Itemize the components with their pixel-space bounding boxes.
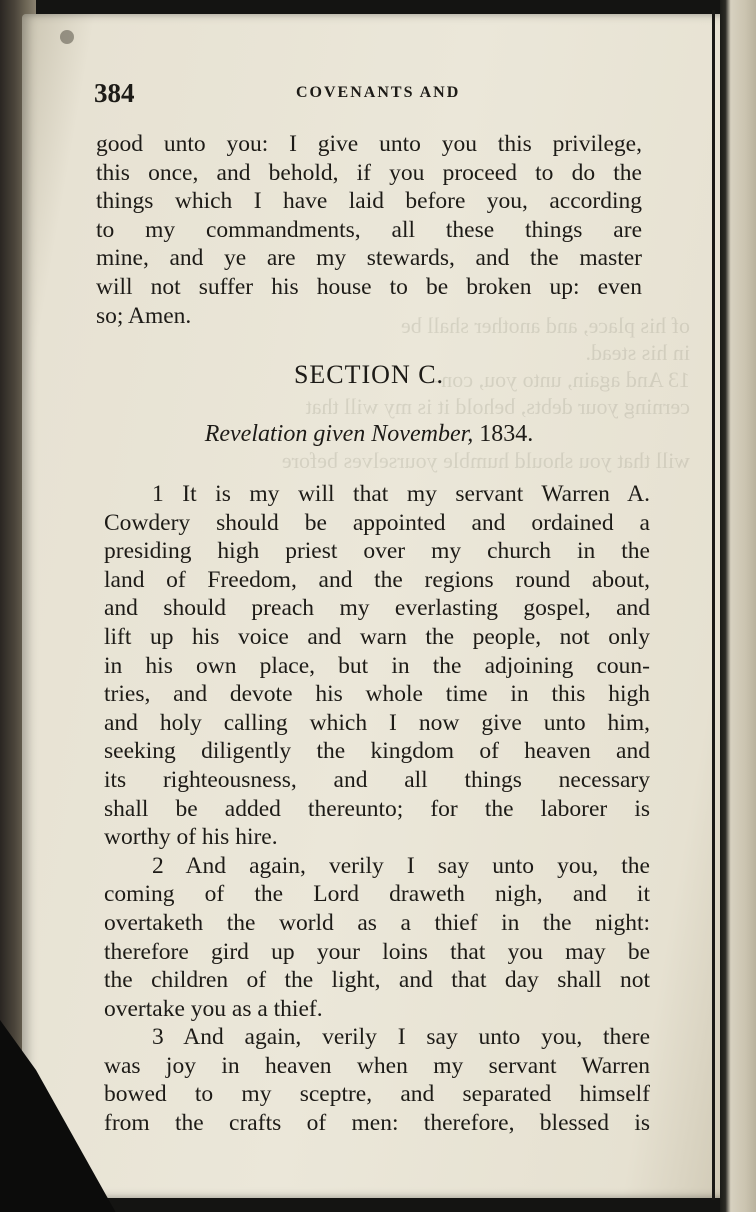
- verse-2: [104, 852, 650, 1024]
- text-line: this once, and behold, if you proceed to do the: [96, 159, 642, 186]
- verse-line: land of Freedom, and the regions round about,: [104, 566, 650, 593]
- next-page-edge: [720, 0, 756, 1212]
- verse-1: [104, 480, 650, 852]
- verse-line: presiding high priest over my church in the: [104, 538, 650, 565]
- page-edge-shadow: [712, 10, 715, 1200]
- reverse-page-bleed-through: of his place, and another shall be in his stead. 13 And again, unto you, con- cerning your debts, behold it is my will that will that you should humble yourselves before: [281, 313, 690, 473]
- verse-line: tries, and devote his whole time in this high: [104, 681, 650, 708]
- text-line: good unto you: I give unto you this privilege,: [96, 131, 642, 157]
- verse-line: overtake you as a thief.: [104, 995, 323, 1022]
- verse-line: 1 It is my will that my servant Warren A.: [152, 481, 650, 507]
- text-line: things which I have laid before you, according: [96, 188, 642, 215]
- verse-line: from the crafts of men: therefore, blessed is: [104, 1110, 650, 1137]
- verse-line: overtaketh the world as a thief in the night:: [104, 909, 650, 936]
- verse-line: was joy in heaven when my servant Warren: [104, 1052, 650, 1079]
- text-line: so; Amen.: [96, 302, 192, 329]
- continued-paragraph: [96, 130, 642, 330]
- text-line: to my commandments, all these things are: [96, 216, 642, 243]
- verse-line: lift up his voice and warn the people, not only: [104, 623, 650, 650]
- verse-line: worthy of his hire.: [104, 824, 278, 851]
- verse-3: [104, 1023, 650, 1137]
- text-line: mine, and ye are my stewards, and the master: [96, 245, 642, 272]
- ink-smudge: [60, 30, 74, 44]
- verse-line: and should preach my everlasting gospel, and: [104, 595, 650, 622]
- verse-line: seeking diligently the kingdom of heaven and: [104, 738, 650, 765]
- subtitle-text: Revelation given November,: [204, 421, 474, 447]
- verse-line: its righteousness, and all things necessary: [104, 766, 650, 793]
- verse-line: 2 And again, verily I say unto you, the: [152, 852, 650, 879]
- section-body: [104, 480, 650, 1138]
- section-title: SECTION C.: [293, 360, 445, 389]
- verse-line: in his own place, but in the adjoining coun-: [104, 652, 650, 679]
- verse-line: 3 And again, verily I say unto you, there: [152, 1024, 650, 1051]
- running-heading: COVENANTS AND: [296, 84, 461, 101]
- verse-line: Cowdery should be appointed and ordained a: [104, 509, 650, 536]
- verse-line: coming of the Lord draweth nigh, and it: [104, 881, 650, 908]
- verse-line: and holy calling which I now give unto him,: [104, 709, 650, 736]
- verse-line: shall be added thereunto; for the laborer is: [104, 795, 650, 822]
- subtitle-year: 1834.: [479, 421, 534, 447]
- running-head: [94, 78, 634, 108]
- verse-line: therefore gird up your loins that you may be: [104, 938, 650, 965]
- verse-line: the children of the light, and that day shall not: [104, 967, 650, 994]
- verse-line: bowed to my sceptre, and separated himself: [104, 1081, 650, 1108]
- section-subtitle: [96, 421, 642, 448]
- text-line: will not suffer his house to be broken up: even: [96, 273, 642, 300]
- page-number: 384: [94, 78, 135, 108]
